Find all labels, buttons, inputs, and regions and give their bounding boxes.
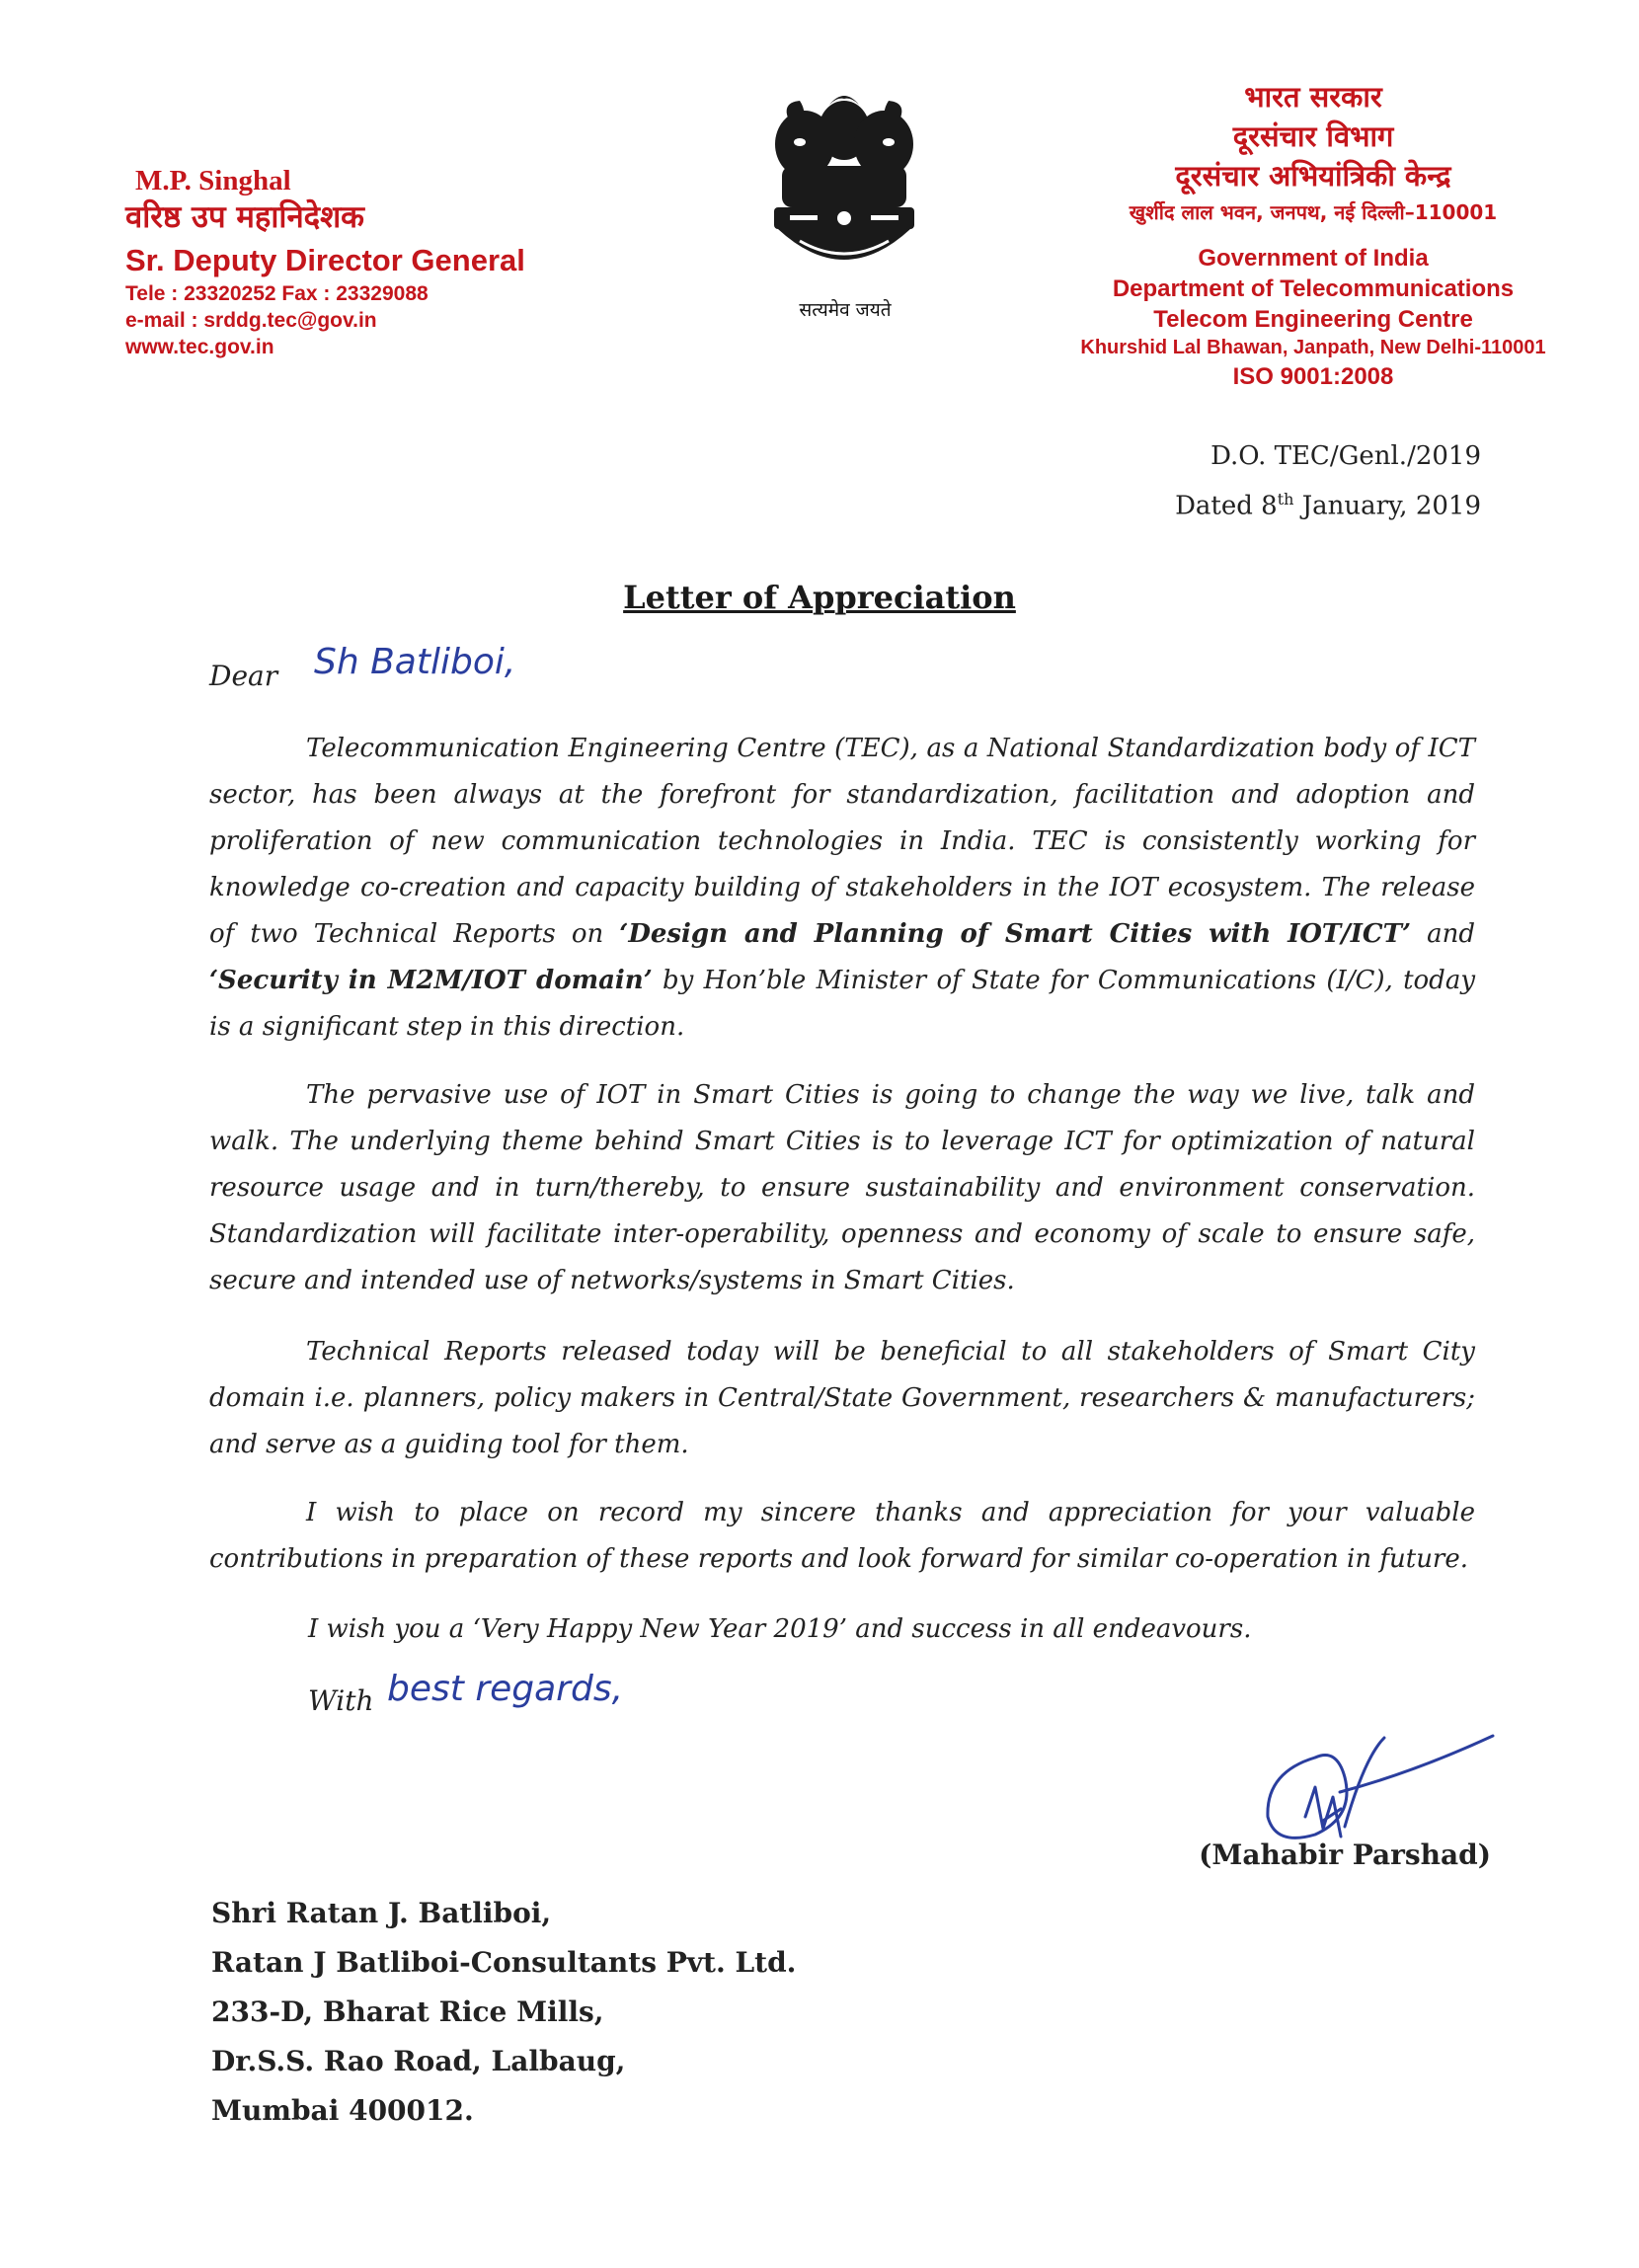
recipient-line-2: Ratan J Batliboi-Consultants Pvt. Ltd. [211, 1946, 797, 1979]
org-hindi-line3: दूरसंचार अभियांत्रिकी केन्द्र [1175, 159, 1451, 193]
signatory-name: (Mahabir Parshad) [1199, 1838, 1491, 1871]
letter-heading [0, 579, 1639, 616]
iso-certification: ISO 9001:2008 [1232, 363, 1394, 390]
paragraph-3: Technical Reports released today will be beneficial to all stakeholders of Smart City domain i.e. planners, policy makers in Central/State Government, researchers & manufacturers; and serve as a guiding tool for them. [209, 1337, 1475, 1459]
salutation-dear: Dear [209, 660, 278, 692]
page-title: Letter of Appreciation [623, 579, 1016, 616]
org-line1: Government of India [1198, 245, 1429, 272]
state-emblem-icon [760, 83, 928, 290]
sender-name: M.P. Singhal [135, 165, 291, 196]
recipient-line-1: Shri Ratan J. Batliboi, [211, 1897, 552, 1929]
sender-title: Sr. Deputy Director General [125, 243, 525, 277]
recipient-line-4: Dr.S.S. Rao Road, Lalbaug, [211, 2045, 626, 2077]
reference-date: Dated 8th January, 2019 [1175, 490, 1481, 521]
recipient-line-5: Mumbai 400012. [211, 2094, 474, 2127]
emblem-motto: सत्यमेव जयते [799, 299, 892, 321]
paragraph-2: The pervasive use of IOT in Smart Cities is going to change the way we live, talk and walk. The underlying theme behind Smart Cities is to leverage ICT for optimization of natural resource usage and in turn/thereby, to ensure sustainability and environment conservation. Standardization will facilitate inter-operability, openness and economy of scale to ensure safe, secure and intended use of networks/systems in Smart Cities. [209, 1080, 1475, 1295]
org-hindi-address: खुर्शीद लाल भवन, जनपथ, नई दिल्ली–110001 [1129, 200, 1498, 224]
report-title-2: ‘Security in M2M/IOT domain’ [209, 966, 653, 995]
handwritten-salutation: Sh Batliboi, [314, 642, 516, 682]
handwritten-closing: best regards, [387, 1669, 624, 1709]
paragraph-1: Telecommunication Engineering Centre (TEC), as a National Standardization body of ICT sector, has been always at the forefront for standardization, facilitation and adoption and proliferation of new communication technologies in India. TEC is consistently working for knowledge co-creation and capacity building of stakeholders in the IOT ecosystem. The release of two Technical Reports on ‘Design and Planning of Smart Cities with IOT/ICT’ and ‘Security in M2M/IOT domain’ by Hon’ble Minister of State for Communications (I/C), today is a significant step in this direction. [209, 734, 1476, 1042]
sender-title-hindi: वरिष्ठ उप महानिदेशक [125, 199, 364, 235]
org-hindi-line2: दूरसंचार विभाग [1232, 119, 1394, 153]
report-title-1: ‘Design and Planning of Smart Cities with IOT/ICT’ [619, 919, 1412, 949]
letterhead-right [1037, 77, 1590, 392]
org-hindi-line1: भारत सरकार [1244, 80, 1382, 114]
sender-phone: Tele : 23320252 Fax : 23329088 [125, 282, 429, 305]
recipient-address [211, 1889, 796, 2136]
org-line2: Department of Telecommunications [1112, 275, 1515, 302]
closing-with: With [308, 1684, 374, 1717]
sender-email: e-mail : srddg.tec@gov.in [125, 309, 377, 332]
sender-website: www.tec.gov.in [125, 336, 274, 358]
reference-number: D.O. TEC/Genl./2019 [1210, 441, 1481, 471]
paragraph-4: I wish to place on record my sincere thanks and appreciation for your valuable contributions in preparation of these reports and look forward for similar co-operation in future. [209, 1498, 1475, 1574]
reference-block [1047, 434, 1481, 528]
org-line3: Telecom Engineering Centre [1153, 306, 1473, 333]
recipient-line-3: 233-D, Bharat Rice Mills, [211, 1995, 604, 2028]
letterhead-left [125, 164, 639, 360]
org-address: Khurshid Lal Bhawan, Janpath, New Delhi-110001 [1080, 337, 1546, 358]
paragraph-5: I wish you a ‘Very Happy New Year 2019’ and success in all endeavours. [308, 1614, 1252, 1644]
